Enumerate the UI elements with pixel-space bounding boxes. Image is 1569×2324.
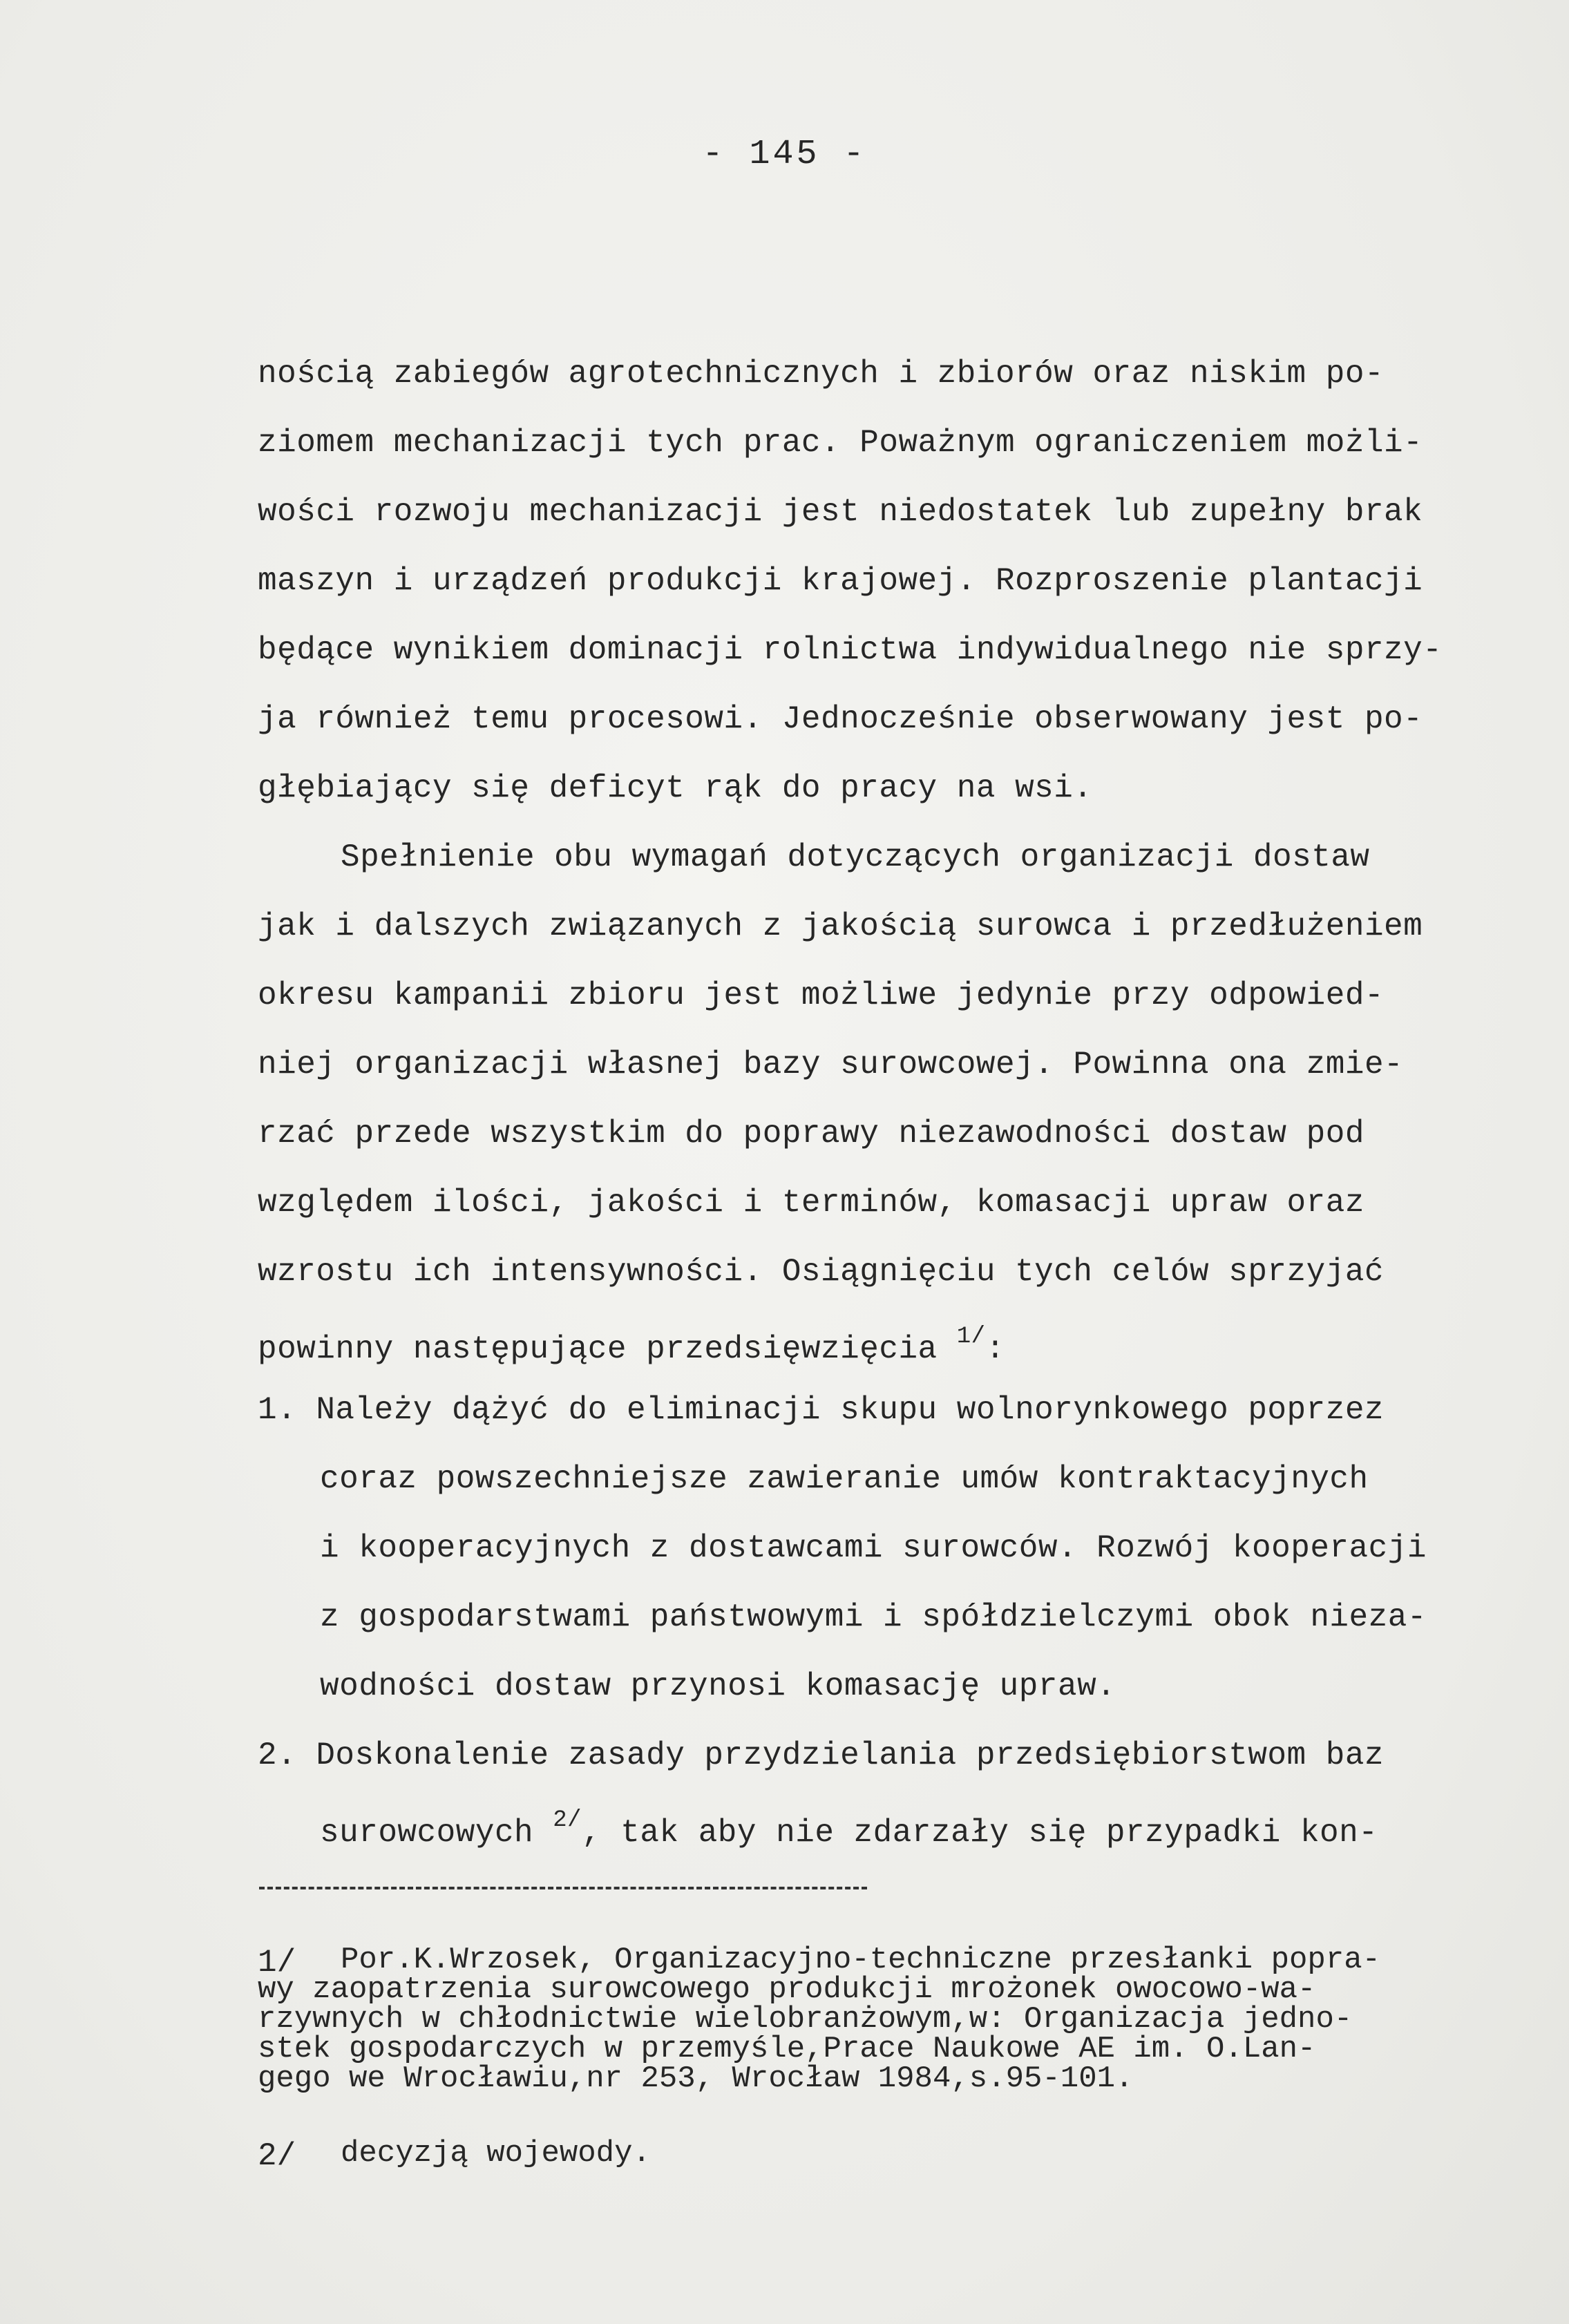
body-line-tail: :	[985, 1331, 1005, 1367]
body-line: i kooperacyjnych z dostawcami surowców. Rozwój kooperacji	[320, 1530, 1427, 1566]
body-line: jak i dalszych związanych z jakością surowca i przedłużeniem	[258, 908, 1423, 944]
body-line: wzrostu ich intensywności. Osiągnięciu tych celów sprzyjać	[258, 1254, 1385, 1290]
footnote-line: decyzją wojewody.	[341, 2136, 651, 2171]
page-number: - 145 -	[702, 135, 867, 174]
body-line: coraz powszechniejsze zawieranie umów kontraktacyjnych	[320, 1461, 1369, 1497]
footnote-line: Por.K.Wrzosek, Organizacyjno-techniczne przesłanki popra-	[341, 1943, 1381, 1977]
body-line-tail: , tak aby nie zdarzały się przypadki kon-	[582, 1815, 1378, 1851]
footnote-ref: 2/	[553, 1807, 582, 1834]
body-line-text: powinny następujące przedsięwzięcia	[258, 1331, 957, 1367]
footnote-line: wy zaopatrzenia surowcowego produkcji mrożonek owocowo-wa-	[258, 1972, 1316, 2007]
list-item-2: 2. Doskonalenie zasady przydzielania przedsiębiorstwom baz	[258, 1737, 1385, 1773]
body-line: głębiający się deficyt rąk do pracy na wsi.	[258, 770, 1093, 806]
body-line: ziomem mechanizacji tych prac. Poważnym ograniczeniem możli-	[258, 425, 1423, 461]
body-line: wodności dostaw przynosi komasację upraw.	[320, 1668, 1116, 1704]
body-line: będące wynikiem dominacji rolnictwa indywidualnego nie sprzy-	[258, 632, 1443, 668]
body-line: względem ilości, jakości i terminów, komasacji upraw oraz	[258, 1185, 1364, 1221]
body-line: maszyn i urządzeń produkcji krajowej. Rozproszenie plantacji	[258, 563, 1423, 599]
body-line-text: surowcowych	[320, 1815, 553, 1851]
footnote-line: stek gospodarczych w przemyśle,Prace Naukowe AE im. O.Lan-	[258, 2032, 1316, 2066]
body-line: z gospodarstwami państwowymi i spółdzielczymi obok nieza-	[320, 1599, 1427, 1635]
body-line: Spełnienie obu wymagań dotyczących organizacji dostaw	[341, 839, 1370, 875]
footnote-line: gego we Wrocławiu,nr 253, Wrocław 1984,s.95-101.	[258, 2061, 1134, 2096]
list-item-1: 1. Należy dążyć do eliminacji skupu wolnorynkowego poprzez	[258, 1392, 1385, 1428]
footnote-separator	[259, 1887, 867, 1889]
body-line	[258, 1325, 1005, 1365]
footnote-number: 2/	[258, 2138, 296, 2174]
footnote-ref: 1/	[956, 1324, 986, 1350]
body-line: niej organizacji własnej bazy surowcowej. Powinna ona zmie-	[258, 1047, 1404, 1083]
body-line: nością zabiegów agrotechnicznych i zbiorów oraz niskim po-	[258, 356, 1385, 392]
body-line: wości rozwoju mechanizacji jest niedostatek lub zupełny brak	[258, 494, 1423, 530]
body-line: ja również temu procesowi. Jednocześnie obserwowany jest po-	[258, 701, 1423, 737]
body-line: rzać przede wszystkim do poprawy niezawodności dostaw pod	[258, 1116, 1364, 1152]
footnote-number: 1/	[258, 1945, 296, 1981]
footnote-line: rzywnych w chłodnictwie wielobranżowym,w: Organizacja jedno-	[258, 2002, 1353, 2037]
body-line	[320, 1809, 1378, 1849]
body-line: okresu kampanii zbioru jest możliwe jedynie przy odpowied-	[258, 978, 1385, 1013]
